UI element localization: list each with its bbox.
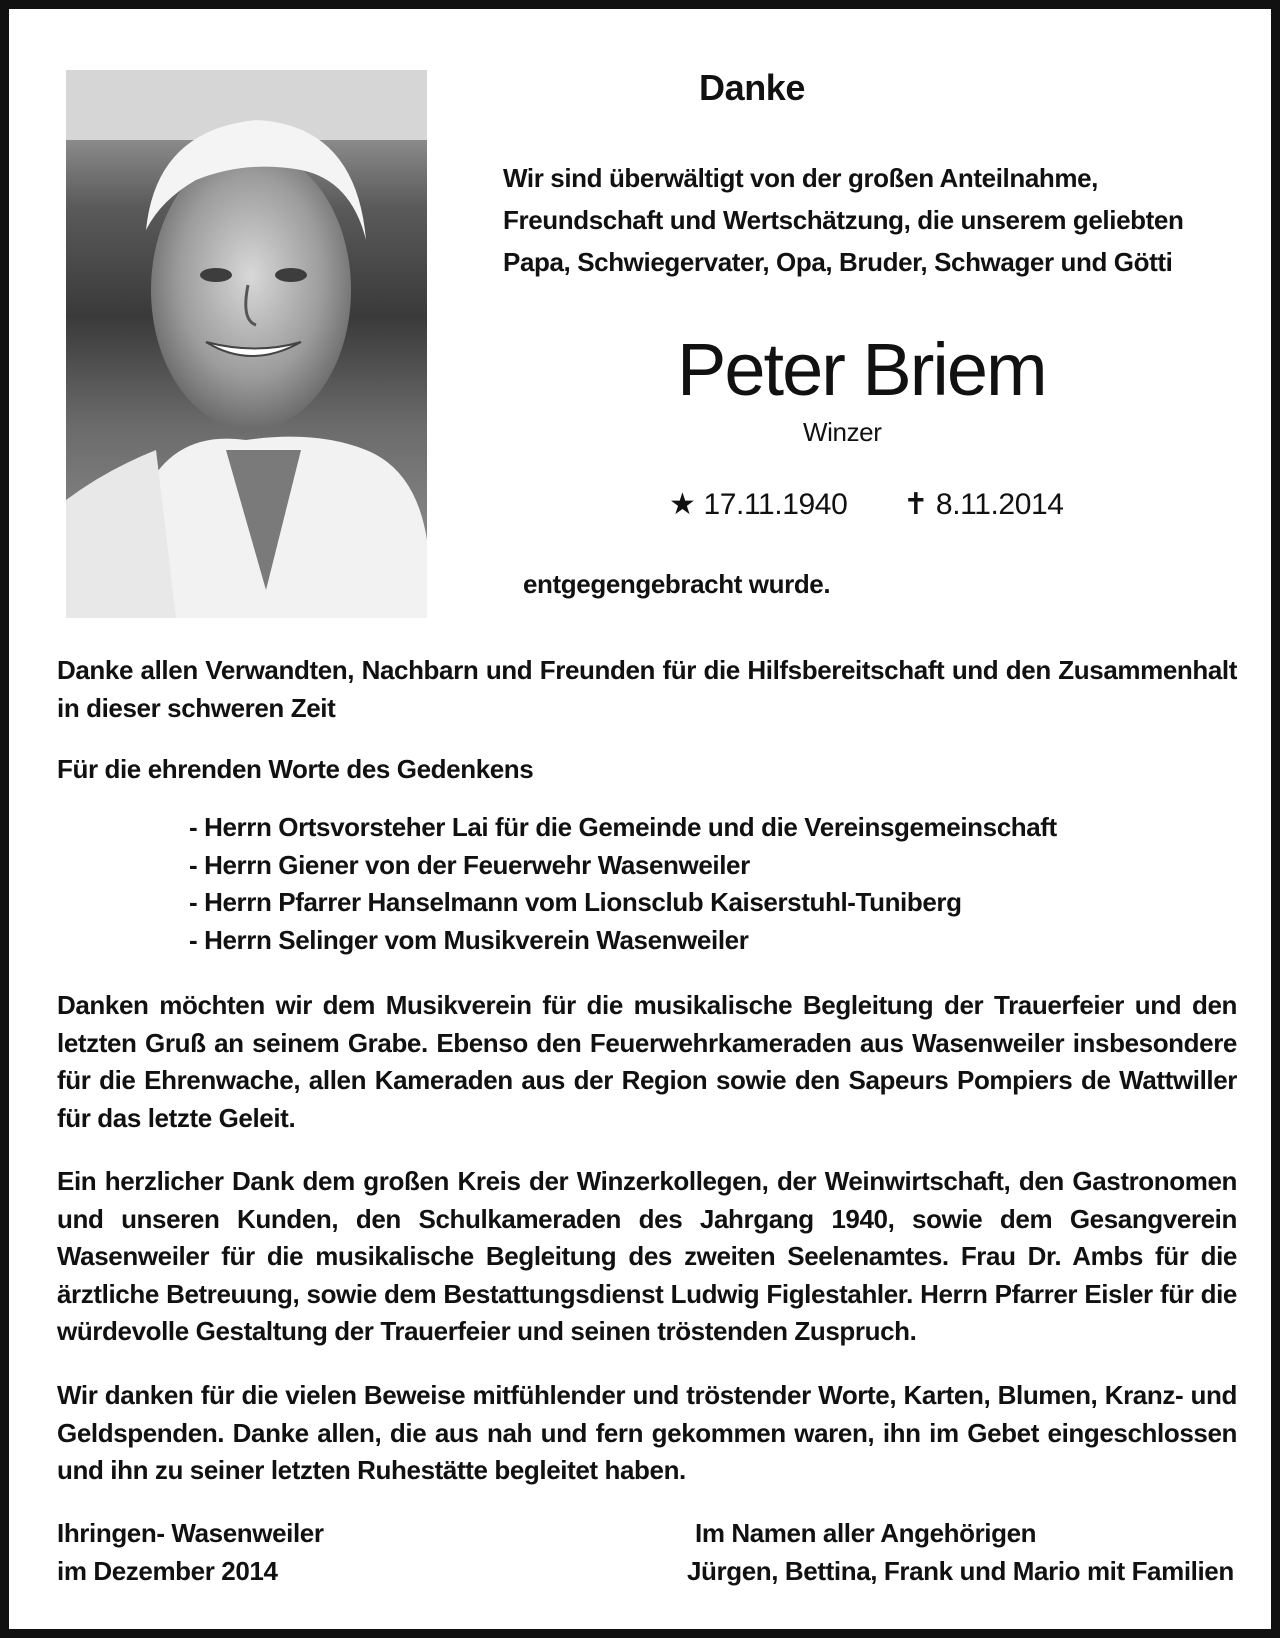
portrait-photo — [66, 70, 427, 618]
intro-closing: entgegengebracht wurde. — [523, 569, 831, 599]
death-date: 8.11.2014 — [935, 488, 1064, 521]
birth-star-icon: ★ — [669, 488, 696, 521]
deceased-name: Peter Briem — [677, 328, 1046, 411]
place-date — [57, 1514, 324, 1590]
heading: Danke — [699, 67, 806, 108]
paragraph-words-intro: Für die ehrenden Worte des Gedenkens — [57, 754, 534, 784]
paragraph-condolences: Wir danken für die vielen Beweise mitfühlender und tröstender Worte, Karten, Blumen, Kranz- und Geldspenden. Danke allen, die aus nah und fern gekommen waren, ihn im Gebet eingeschlossen und ihn zu seiner letzten Ruhestätte begleitet haben. — [57, 1380, 1237, 1485]
list-item: - Herrn Pfarrer Hanselmann vom Lionsclub Kaiserstuhl-Tuniberg — [189, 887, 962, 917]
signature-names: Jürgen, Bettina, Frank und Mario mit Familien — [687, 1556, 1234, 1586]
paragraph-music-fire: Danken möchten wir dem Musikverein für die musikalische Begleitung der Trauerfeier und den letzten Gruß an seinem Grabe. Ebenso den Feuerwehrkameraden aus Wasenweiler insbesondere für die Ehrenwache, allen Kameraden aus der Region sowie den Sapeurs Pompiers de Wattwiller für das letzte Geleit. — [57, 990, 1237, 1133]
date-line: im Dezember 2014 — [57, 1556, 278, 1586]
birth-date: 17.11.1940 — [703, 488, 848, 521]
paragraph-thanks-relatives: Danke allen Verwandten, Nachbarn und Freunden für die Hilfsbereitschaft und den Zusammenhalt in dieser schweren Zeit — [57, 655, 1237, 723]
paragraph-winegrowers: Ein herzlicher Dank dem großen Kreis der Winzerkollegen, der Weinwirtschaft, den Gastronomen und unseren Kunden, den Schulkameraden des Jahrgang 1940, sowie dem Gesangverein Wasenweiler für die musikalische Begleitung des zweiten Seelenamtes. Frau Dr. Ambs für die ärztliche Betreuung, sowie dem Bestattungsdienst Ludwig Figlestahler. Herrn Pfarrer Eisler für die würdevolle Gestaltung der Trauerfeier und seinen tröstenden Zuspruch. — [57, 1166, 1237, 1346]
intro-line: Wir sind überwältigt von der großen Anteilnahme, — [503, 163, 1098, 193]
signature — [687, 1514, 1234, 1590]
occupation: Winzer — [803, 417, 882, 447]
life-dates — [669, 487, 1064, 522]
list-item: - Herrn Selinger vom Musikverein Wasenweiler — [189, 924, 749, 955]
intro-text — [503, 157, 1183, 283]
intro-line: Freundschaft und Wertschätzung, die unserem geliebten — [503, 205, 1184, 235]
list-item: - Herrn Ortsvorsteher Lai für die Gemeinde und die Vereinsgemeinschaft — [189, 812, 1057, 842]
signature-line: Im Namen aller Angehörigen — [695, 1518, 1037, 1548]
portrait-image — [66, 70, 427, 618]
intro-line: Papa, Schwiegervater, Opa, Bruder, Schwager und Götti — [503, 247, 1173, 277]
place: Ihringen- Wasenweiler — [57, 1518, 324, 1548]
list-item: - Herrn Giener von der Feuerwehr Wasenweiler — [189, 849, 750, 880]
speaker-list — [189, 809, 1057, 959]
death-cross-icon: ✝ — [903, 488, 928, 521]
